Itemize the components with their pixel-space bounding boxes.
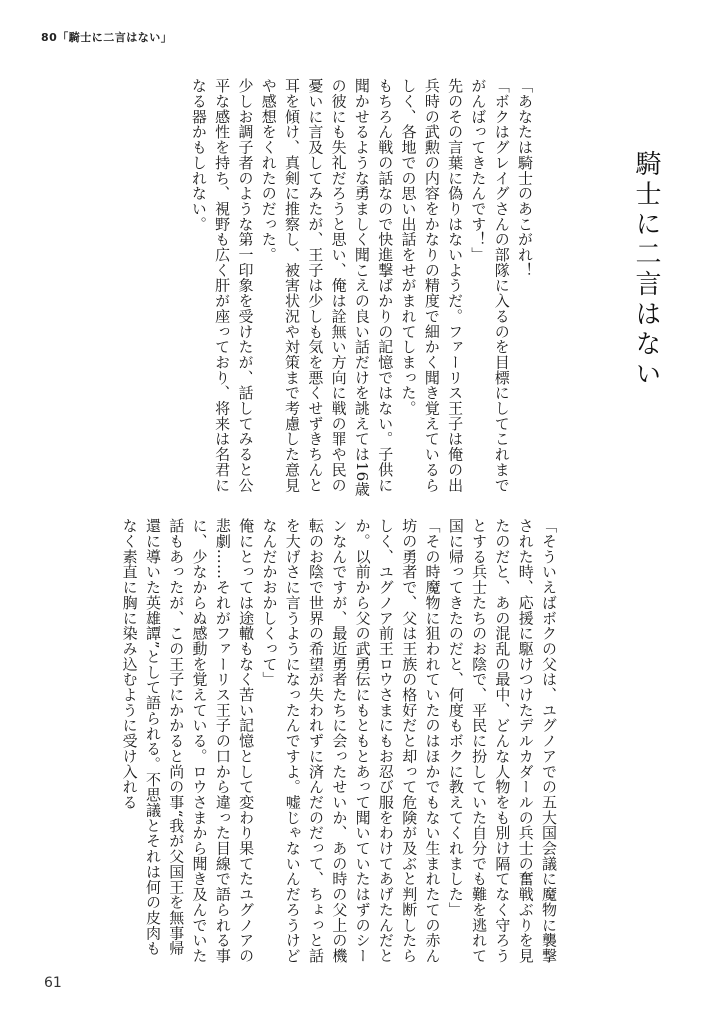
paragraph: 先のその言葉に偽りはないようだ。ファーリス王子は俺の出兵時の武勲の内容をかなりの精度で細かく聞き覚えているらしく、各地での思い出話をせがまれてしまった。 <box>399 78 465 493</box>
paragraph: 「そういえばボクの父は、ユグノアでの五大国会議に魔物に襲撃された時、応援に駆けつけたデルカダールの兵士の奮戦ぶりを見たのだと、あの混乱の最中、どんな人物をも別け隔てなく守ろうとする兵士たちのお陰で、平民に扮していた自分でも難を逃れて国に帰ってきたのだと、何度もボクに教えてくれました」 <box>446 518 558 964</box>
chapter-title: 騎士に二言はない <box>631 150 661 390</box>
paragraph: もちろん戦の話なので快進撃ばかりの記憶ではない。子供に聞かせるような勇ましく聞こえの良い話だけを誂えては16歳の彼にも失礼だろうと思い、俺は詮無い方向に戦の罪や民の憂いに言及してみたが、王子は少しも気を悪くせずきちんと耳を傾け、真剣に推察し、被害状況や対策まで考慮した意見や感想をくれたのだった。 <box>259 78 395 497</box>
bottom-text-block <box>90 518 560 968</box>
page-number: 61 <box>44 975 62 991</box>
paragraph: 少しお調子者のような第一印象を受けたが、話してみると公平な感性を持ち、視野も広く肝が座っており、将来は名君になる器かもしれない。 <box>189 78 255 493</box>
running-header: 80「騎士に二言はない」 <box>41 31 173 44</box>
paragraph: 俺にとっては途轍もなく苦い記憶として変わり果てたユグノアの悲劇……それがファーリス王子の口から違った目線で語られる事に、少なからぬ感動を覚えている。ロウさまから聞き及んでいた話もあったが、この王子にかかると尚の事“我が父国王を無事帰還に導いた英雄譚”として語られる。不思議とそれは何の皮肉もなく素直に胸に染み込むように受け入れる <box>120 518 256 964</box>
top-text-block <box>118 78 536 498</box>
paragraph: 「ボクはグレイグさんの部隊に入るのを目標にしてこれまでがんばってきたんです！」 <box>469 78 511 493</box>
paragraph: 「その時魔物に狙われていたのはほかでもない生まれたての赤ん坊の勇者で、父は王族の格好だと却って危険が及ぶと判断したらしく、ユグノア前王ロウさまにもお忍び服をわけてあげたんだとか。以前から父の武勇伝にもともとあって聞いていたはずのシーンなんですが、最近勇者たちに会ったせいか、あの時の父上の機転のお陰で世界の希望が失われずに済んだのだって、ちょっと話を大げさに言うようになったんですよ。嘘じゃないんだろうけどなんだかおかしくって」 <box>260 518 442 964</box>
paragraph: 「あなたは騎士のあこがれ！ <box>516 78 534 278</box>
